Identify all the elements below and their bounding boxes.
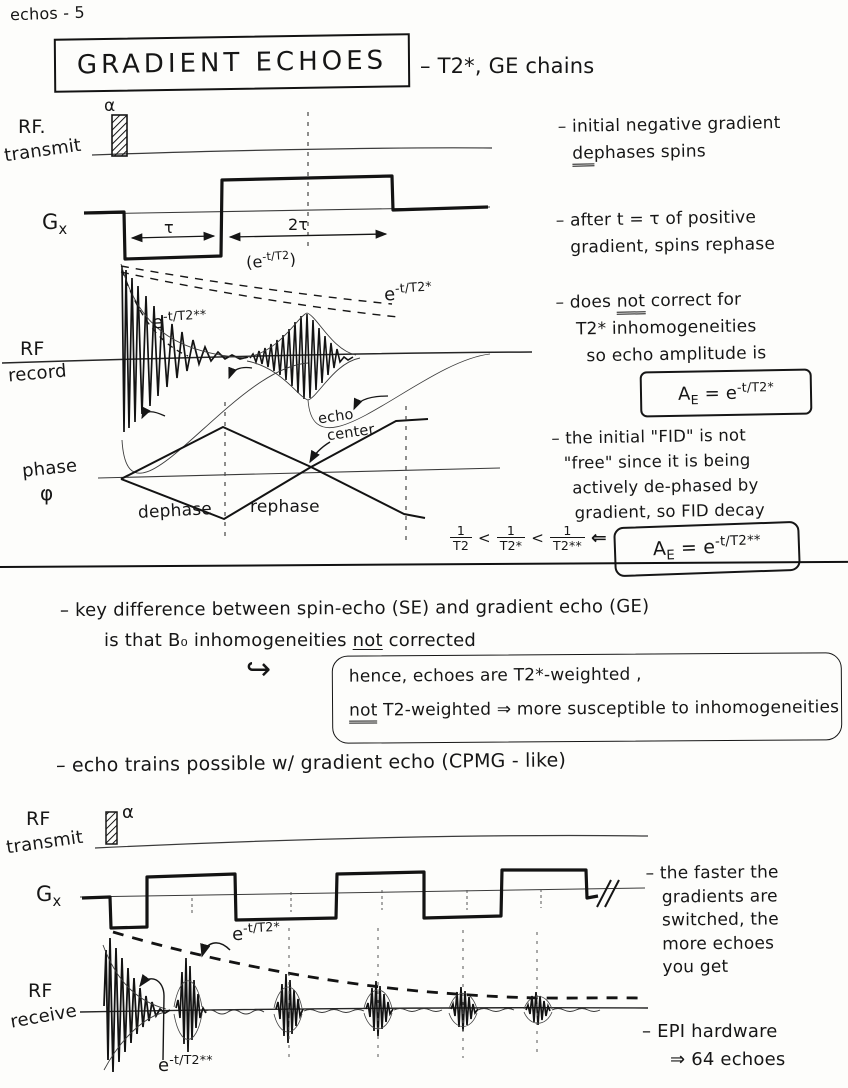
page-title: GRADIENT ECHOES — [76, 45, 388, 81]
gx-alternating-gradient-waveform — [82, 870, 598, 928]
note-initial-fid — [551, 422, 765, 526]
gradient-echo-train-diagram — [0, 800, 660, 1088]
fid-decay-formula-box — [613, 521, 801, 577]
note-initial-negative-gradient — [558, 110, 782, 168]
t2star-weighted-note-box — [332, 652, 843, 744]
note-line: – after t = τ of positive — [555, 207, 757, 231]
tau-label: τ — [164, 218, 174, 237]
t2starstar-label-arrow — [142, 412, 165, 418]
fid-signal — [122, 266, 248, 432]
hook-arrow-icon: ↪ — [246, 652, 272, 687]
note-line: T2* inhomogeneities — [575, 316, 757, 340]
fid-lower-envelope — [122, 363, 308, 473]
echo-center-label-line2: center — [326, 421, 376, 445]
less-than-sign: < — [531, 529, 545, 548]
note-after-t-tau — [556, 204, 776, 262]
rf-transmit-baseline — [92, 148, 492, 155]
note-line: gradient, spins rephase — [570, 234, 776, 258]
rf-transmit-label-line2: transmit — [2, 134, 83, 167]
note-line: ⇒ 64 echoes — [670, 1049, 786, 1070]
phase-label-line1: phase — [21, 455, 79, 482]
gx-gradient-waveform — [84, 176, 488, 259]
rephase-label: rephase — [250, 497, 320, 517]
box-line2: not T2-weighted ⇒ more susceptible to inhomogeneities — [349, 697, 839, 720]
echo-amplitude-formula-box — [640, 369, 813, 418]
rf-transmit-label-line2: transmit — [4, 826, 85, 859]
rf-transmit-baseline — [95, 836, 648, 849]
title-note: – T2*, GE chains — [420, 54, 595, 78]
dephase-label: dephase — [137, 499, 213, 523]
note-line: "free" since it is being — [563, 450, 751, 473]
note-does-not-correct — [555, 286, 766, 371]
note-line: – the faster the — [645, 862, 779, 884]
rf-record-label-line1: RF — [20, 338, 45, 360]
t2-envelope-label: $(e^{-t/T2})$ — [245, 248, 297, 273]
t2star-envelope-label: $e^{-t/T2*}$ — [231, 918, 281, 946]
fraction-1-over-t2: $\frac{1}{T2}$ — [450, 524, 472, 552]
echo-center-dashed-lines — [289, 928, 537, 1062]
gx-label: $G_x$ — [42, 210, 68, 239]
left-double-arrow-icon: ⇐ — [590, 527, 608, 550]
alpha-rf-pulse — [106, 812, 117, 844]
gx-label: $G_x$ — [36, 882, 62, 911]
note-key-difference-line2: is that B₀ inhomogeneities not corrected — [104, 630, 476, 651]
note-line: – the initial "FID" is not — [551, 425, 747, 448]
note-line: so echo amplitude is — [586, 343, 767, 367]
note-line: dephases spins — [558, 137, 781, 168]
page-label: echos - 5 — [9, 2, 86, 25]
alpha-label: α — [104, 96, 116, 116]
relaxation-rate-inequality — [450, 524, 607, 552]
rf-transmit-label-line1: RF. — [18, 116, 46, 138]
note-line: – does not correct for — [555, 289, 742, 313]
note-line: – EPI hardware — [642, 1021, 778, 1042]
note-line: you get — [662, 956, 729, 978]
note-line: actively de-phased by — [572, 475, 759, 498]
t2star-label-arrow — [354, 396, 388, 409]
note-faster-gradients — [645, 861, 779, 980]
alpha-rf-pulse — [112, 115, 127, 156]
t2star-envelope-label: $e^{-t/T2*}$ — [383, 278, 433, 306]
note-line: gradient, so FID decay — [574, 500, 766, 523]
t2starstar-envelope-label: $e^{-t/T2**}$ — [158, 1052, 213, 1076]
line-break-symbol — [597, 880, 619, 907]
note-line: gradients are — [661, 885, 778, 907]
note-line: more echoes — [662, 932, 775, 954]
title-box — [54, 33, 410, 93]
less-than-sign: < — [478, 529, 491, 548]
fraction-1-over-t2starstar: $\frac{1}{T2**}$ — [550, 524, 585, 552]
phase-label-line2: φ — [40, 481, 54, 505]
rf-receive-label-line2: receive — [8, 1000, 79, 1033]
note-echo-trains: – echo trains possible w/ gradient echo (CPMG - like) — [55, 749, 567, 777]
gx-baseline — [80, 888, 645, 897]
alpha-label: α — [122, 802, 135, 823]
echo-center-label-line1: echo — [317, 406, 355, 428]
rf-receive-label-line1: RF — [28, 980, 53, 1002]
formula-ae-t2star: $A_E = e^{-t/T2*}$ — [677, 378, 775, 407]
two-tau-label: 2τ — [288, 215, 309, 234]
t2-label-arrow — [229, 367, 252, 378]
note-epi-hardware — [642, 1018, 785, 1074]
formula-ae-t2starstar: $A_E = e^{-t/T2**}$ — [652, 533, 762, 564]
phase-baseline — [98, 468, 500, 478]
fraction-1-over-t2star: $\frac{1}{T2*}$ — [497, 524, 525, 552]
rf-record-label-line2: record — [7, 360, 68, 387]
t2star-label-arrow — [202, 943, 230, 956]
box-line1: hence, echoes are T2*-weighted , — [348, 664, 642, 687]
t2starstar-envelope-label: $e^{-t/T2**}$ — [151, 306, 207, 334]
rf-transmit-label-line1: RF — [26, 808, 51, 830]
note-line: – initial negative gradient — [557, 113, 781, 137]
note-key-difference-line1: – key difference between spin-echo (SE) and gradient echo (GE) — [59, 595, 650, 622]
note-line: switched, the — [661, 909, 779, 931]
